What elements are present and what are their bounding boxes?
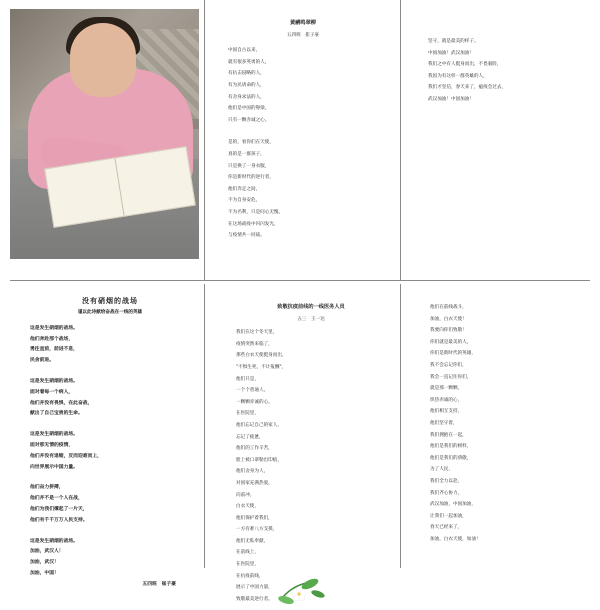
poem-line: 他们是中国的脊梁。 xyxy=(228,106,270,112)
poem-line xyxy=(30,366,190,376)
poem-line: 你是新时代的逆行者， xyxy=(228,175,274,181)
page-byline: 五三 王一达 xyxy=(297,316,325,322)
poem-line: 勇往直前，前进不息， xyxy=(30,346,78,353)
poem-line: 有抗击侵略的人， xyxy=(228,71,265,77)
poem-line: 他们在前线战斗， xyxy=(430,305,467,310)
poem-line: 他们有千千万万人民支持。 xyxy=(30,516,88,523)
poem-line: 民舍前进。 xyxy=(30,357,54,364)
poem-line: 一颗颗赤诚的心。 xyxy=(236,399,273,405)
poem-line: 为了人民， xyxy=(430,467,453,473)
poem-line: 我们在这个冬天里， xyxy=(236,330,278,336)
poem-line: 这是发生硝烟的战场。 xyxy=(30,537,78,544)
poem-line: 我们全力以赴， xyxy=(430,478,463,484)
page-title: 致敬抗疫前线的一线医务人员 xyxy=(277,304,345,310)
poem-line: 他们无私奉献， xyxy=(236,538,269,544)
poem-line: 武汉加油，中国加油， xyxy=(430,502,476,508)
poem-line: 他们是我们的榜样， xyxy=(430,444,472,450)
poem-line: 不为自身安危， xyxy=(228,198,261,204)
poem-body xyxy=(228,45,378,242)
poem-line: 我们之中有人挺身而出，不畏艰险， xyxy=(428,62,502,68)
column-divider-right xyxy=(400,0,401,280)
poem-line: 有舍身求法的人， xyxy=(228,94,265,100)
poem-body xyxy=(430,302,585,545)
poem-line: 他们保护着我们， xyxy=(236,515,273,521)
poem-line: 展示了中国力量， xyxy=(236,585,273,591)
poem-line: 他们奔走之间， xyxy=(228,186,261,192)
poem-line xyxy=(30,472,190,482)
poem-line: 我不会忘记你们， xyxy=(430,362,467,368)
poem-line: 他们并没有退缩，反而迎难而上， xyxy=(30,452,102,459)
poem-line xyxy=(30,526,190,536)
poem-line: 他们奔赴那个战场， xyxy=(30,335,74,342)
row-divider xyxy=(10,280,590,281)
poem-line: 有为民请命的人， xyxy=(228,82,265,88)
poem-line: 加油，武汉！ xyxy=(30,559,59,566)
poem-line: 就是那一颗颗， xyxy=(430,386,463,392)
column-divider-right-bottom xyxy=(400,284,401,568)
poem-line: 只有一颗赤诚之心。 xyxy=(228,117,270,123)
poem-line: 他们为我们撑起了一片天， xyxy=(30,505,88,512)
poem-line: 炽热赤诚的心， xyxy=(430,397,463,403)
poem-line: 加油，白衣天使！ xyxy=(430,316,467,322)
poem-line: 我会一直记住你们， xyxy=(430,374,472,380)
poem-line: 中国自古以来， xyxy=(228,48,261,54)
flower-decoration xyxy=(272,576,328,606)
poem-line: 我们拥抱在一起， xyxy=(430,432,467,438)
poem-line: 献出了自己宝贵的生命。 xyxy=(30,410,83,417)
page-byline: 五四班 崔子豪 xyxy=(286,32,320,38)
poem-line: 他们坚守着， xyxy=(430,420,458,426)
document-page-4 xyxy=(236,302,386,602)
poem-line: 一个个普通人， xyxy=(236,388,269,394)
poem-line: 向前冲。 xyxy=(236,492,255,498)
poem-body xyxy=(428,36,588,106)
poem-line: 在这场战疫中闪闪发光， xyxy=(228,221,279,227)
poem-line: 这是发生硝烟的战场。 xyxy=(30,431,78,438)
poem-line: 那些白衣天使挺身而出， xyxy=(236,353,287,359)
poem-line: 面对着每一个病人， xyxy=(30,388,74,395)
page-subtitle: 谨以此诗献给奋战在一线的英雄 xyxy=(77,310,143,315)
poem-line: 不为名利，只是问心无愧， xyxy=(228,209,284,215)
poem-line: 我要向你们致敬！ xyxy=(430,328,467,334)
poem-line: 你们就是最美的人， xyxy=(430,339,472,345)
poem-line xyxy=(228,126,378,137)
poem-line: 我因为有这样一群英雄的人， xyxy=(428,73,488,79)
page-title: 黄鹂鸣翠柳 xyxy=(290,20,316,26)
poem-line: 这是发生硝烟的战场。 xyxy=(30,377,78,384)
poem-line: 向世界展示中国力量。 xyxy=(30,463,78,470)
poem-line: 中国加油！武汉加油！ xyxy=(428,50,474,56)
poem-body xyxy=(30,323,190,579)
poem-line: 脸上被口罩勒出印痕， xyxy=(236,457,282,463)
poem-line: 你们是新时代的英雄， xyxy=(430,351,476,357)
poem-line: 就有很多英勇的人， xyxy=(228,59,270,65)
poem-line: 加油，白衣天使，加油！ xyxy=(430,536,481,542)
poem-line: "不惧生死，不计报酬"， xyxy=(236,364,287,370)
poem-line: 与疫情共一同战。 xyxy=(228,233,265,239)
poem-line: 他们的工作辛苦， xyxy=(236,446,273,452)
poem-line: 真的是一群孩子， xyxy=(228,151,265,157)
poem-line: 他们舍身为人， xyxy=(236,469,269,475)
poem-line: 疫情突然来临了， xyxy=(236,341,273,347)
page-title: 没有硝烟的战场 xyxy=(82,296,138,305)
poem-body xyxy=(236,327,386,605)
poem-line: 这是发生硝烟的战场。 xyxy=(30,324,78,331)
poem-line: 在抗疫前线， xyxy=(236,573,264,579)
poem-line: 武汉加油！中国加油！ xyxy=(428,96,474,102)
poem-line: 致敬最美逆行者。 xyxy=(236,596,273,602)
poem-line: 在医院里， xyxy=(236,411,259,417)
poem-line: 是的，看你们在天使， xyxy=(228,140,274,146)
document-page-5 xyxy=(430,302,585,564)
column-divider-left-bottom xyxy=(204,284,205,568)
poem-line: 让我们一起加油， xyxy=(430,513,467,519)
poem-line: 坚守，就是最美的样子。 xyxy=(428,39,479,44)
poem-line: 春天已经来了， xyxy=(430,525,463,531)
poem-line: 只是换了一身衣服， xyxy=(228,163,270,169)
poem-line: 忘记了疲惫， xyxy=(236,434,264,440)
poem-line: 他们并不是一个人在战， xyxy=(30,495,83,502)
photo-girl-writing xyxy=(10,9,199,259)
poem-line: 他们并没有畏惧，在此奋战， xyxy=(30,399,93,406)
poem-line: 他们是我们的骄傲， xyxy=(430,455,472,461)
poem-line xyxy=(30,419,190,429)
poem-line: 他们相互支持， xyxy=(430,409,463,415)
poem-line: 加油，中国！ xyxy=(30,569,59,576)
poem-line: 他们奋力拼搏， xyxy=(30,484,64,491)
poem-line: 对国家充满热爱， xyxy=(236,480,273,486)
poem-line: 一方有难八方支援， xyxy=(236,527,278,533)
poem-line: 白衣天使， xyxy=(236,504,259,510)
poem-line: 面对那无情的疫情， xyxy=(30,441,74,448)
document-page-1 xyxy=(228,18,378,276)
document-page-3 xyxy=(30,294,190,587)
poem-line: 在医院里， xyxy=(236,562,259,568)
poem-line: 在前线上， xyxy=(236,550,259,556)
document-page-2 xyxy=(428,36,588,136)
page-signature: 五四班 崔子豪 xyxy=(142,580,176,587)
poem-line: 他们忘记自己的家人， xyxy=(236,422,282,428)
poem-line: 我们才坚信，春天来了，瘟疫会过去， xyxy=(428,85,507,91)
column-divider-left xyxy=(204,0,205,280)
poem-line: 他们只是， xyxy=(236,376,259,382)
poem-line: 我们齐心协力， xyxy=(430,490,463,496)
poem-line: 加油，武汉人！ xyxy=(30,548,64,555)
